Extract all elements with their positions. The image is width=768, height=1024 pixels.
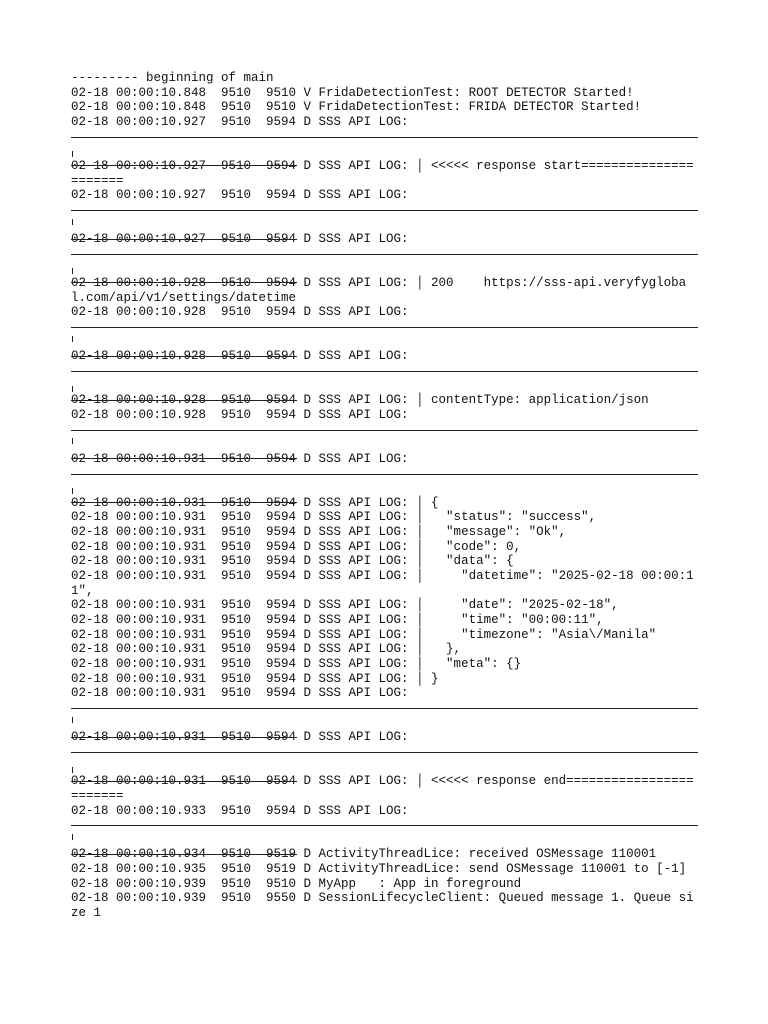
box-bottom-edge bbox=[71, 833, 698, 848]
log-line: 02-18 00:00:10.931 9510 9594 D SSS API LOG: │ "datetime": "2025-02-18 00:00:11", bbox=[71, 569, 694, 598]
box-bottom-edge bbox=[71, 218, 698, 233]
log-line: 02-18 00:00:10.931 9510 9594 D SSS API LOG: │ } bbox=[71, 671, 439, 686]
box-bottom-edge bbox=[71, 437, 698, 452]
log-line: 02-18 00:00:10.931 9510 9594 D SSS API LOG: │ "data": { bbox=[71, 554, 514, 569]
box-rule bbox=[71, 467, 698, 482]
log-line: 02-18 00:00:10.927 9510 9594 D SSS API LOG: │ <<<<< response start====================== bbox=[71, 158, 694, 188]
log-line: 02-18 00:00:10.931 9510 9594 D SSS API LOG: │ "code": 0, bbox=[71, 539, 522, 554]
log-line: 02-18 00:00:10.931 9510 9594 D SSS API LOG: │ "time": "00:00:11", bbox=[71, 613, 604, 628]
box-top-edge bbox=[71, 760, 698, 775]
log-line: 02-18 00:00:10.928 9510 9594 D SSS API LOG: bbox=[71, 407, 409, 422]
log-line: 02-18 00:00:10.931 9510 9594 D SSS API LOG: │ "status": "success", bbox=[71, 510, 597, 525]
log-line: 02-18 00:00:10.933 9510 9594 D SSS API LOG: bbox=[71, 803, 409, 818]
log-line: 02-18 00:00:10.931 9510 9594 D SSS API LOG: bbox=[71, 730, 409, 745]
log-line: 02-18 00:00:10.931 9510 9594 D SSS API LOG: │ "date": "2025-02-18", bbox=[71, 598, 619, 613]
log-line: 02-18 00:00:10.931 9510 9594 D SSS API LOG: bbox=[71, 451, 409, 466]
log-line: 02-18 00:00:10.934 9510 9519 D ActivityThreadLice: received OSMessage 110001 bbox=[71, 847, 657, 862]
log-line: --------- beginning of main bbox=[71, 71, 274, 85]
box-rule bbox=[71, 745, 698, 760]
log-line: 02-18 00:00:10.931 9510 9594 D SSS API LOG: │ "message": "Ok", bbox=[71, 525, 567, 540]
log-line: 02-18 00:00:10.927 9510 9594 D SSS API LOG: bbox=[71, 232, 409, 247]
log-line: 02-18 00:00:10.931 9510 9594 D SSS API LOG: │ "timezone": "Asia\/Manila" bbox=[71, 627, 657, 642]
log-line: 02-18 00:00:10.928 9510 9594 D SSS API LOG: bbox=[71, 305, 409, 320]
log-line: 02-18 00:00:10.939 9510 9510 D MyApp : App in foreground bbox=[71, 876, 522, 891]
log-line: 02-18 00:00:10.927 9510 9594 D SSS API LOG: bbox=[71, 188, 409, 203]
log-line: 02-18 00:00:10.931 9510 9594 D SSS API LOG: │ }, bbox=[71, 642, 462, 657]
box-rule bbox=[71, 818, 698, 833]
box-rule bbox=[71, 247, 698, 262]
log-line: 02-18 00:00:10.927 9510 9594 D SSS API LOG: bbox=[71, 114, 409, 129]
box-top-edge bbox=[71, 144, 698, 159]
log-line: 02-18 00:00:10.931 9510 9594 D SSS API LOG: │ <<<<< response end======================== bbox=[71, 774, 694, 803]
box-rule bbox=[71, 701, 698, 716]
log-line: 02-18 00:00:10.928 9510 9594 D SSS API LOG: │ contentType: application/json bbox=[71, 393, 649, 408]
box-bottom-edge bbox=[71, 716, 698, 731]
log-line: 02-18 00:00:10.931 9510 9594 D SSS API LOG: │ "meta": {} bbox=[71, 657, 522, 672]
box-rule bbox=[71, 364, 698, 379]
log-line: 02-18 00:00:10.931 9510 9594 D SSS API LOG: bbox=[71, 686, 409, 701]
log-line: 02-18 00:00:10.848 9510 9510 V FridaDetectionTest: ROOT DETECTOR Started! bbox=[71, 85, 634, 100]
box-rule bbox=[71, 423, 698, 438]
box-rule bbox=[71, 320, 698, 335]
box-top-edge bbox=[71, 261, 698, 276]
logcat-output bbox=[71, 71, 698, 921]
box-rule bbox=[71, 203, 698, 218]
log-line: 02-18 00:00:10.848 9510 9510 V FridaDetectionTest: FRIDA DETECTOR Started! bbox=[71, 100, 642, 115]
box-rule bbox=[71, 130, 698, 145]
box-bottom-edge bbox=[71, 335, 698, 350]
box-top-edge bbox=[71, 481, 698, 496]
log-line: 02-18 00:00:10.935 9510 9519 D ActivityThreadLice: send OSMessage 110001 to [-1] bbox=[71, 862, 687, 877]
log-line: 02-18 00:00:10.928 9510 9594 D SSS API LOG: │ 200 https://sss-api.veryfyglobal.com/api/v1/settings/datetime bbox=[71, 276, 687, 305]
log-line: 02-18 00:00:10.939 9510 9550 D SessionLifecycleClient: Queued message 1. Queue size 1 bbox=[71, 891, 694, 921]
box-top-edge bbox=[71, 379, 698, 394]
log-line: 02-18 00:00:10.928 9510 9594 D SSS API LOG: bbox=[71, 349, 409, 364]
log-line: 02-18 00:00:10.931 9510 9594 D SSS API LOG: │ { bbox=[71, 495, 439, 510]
